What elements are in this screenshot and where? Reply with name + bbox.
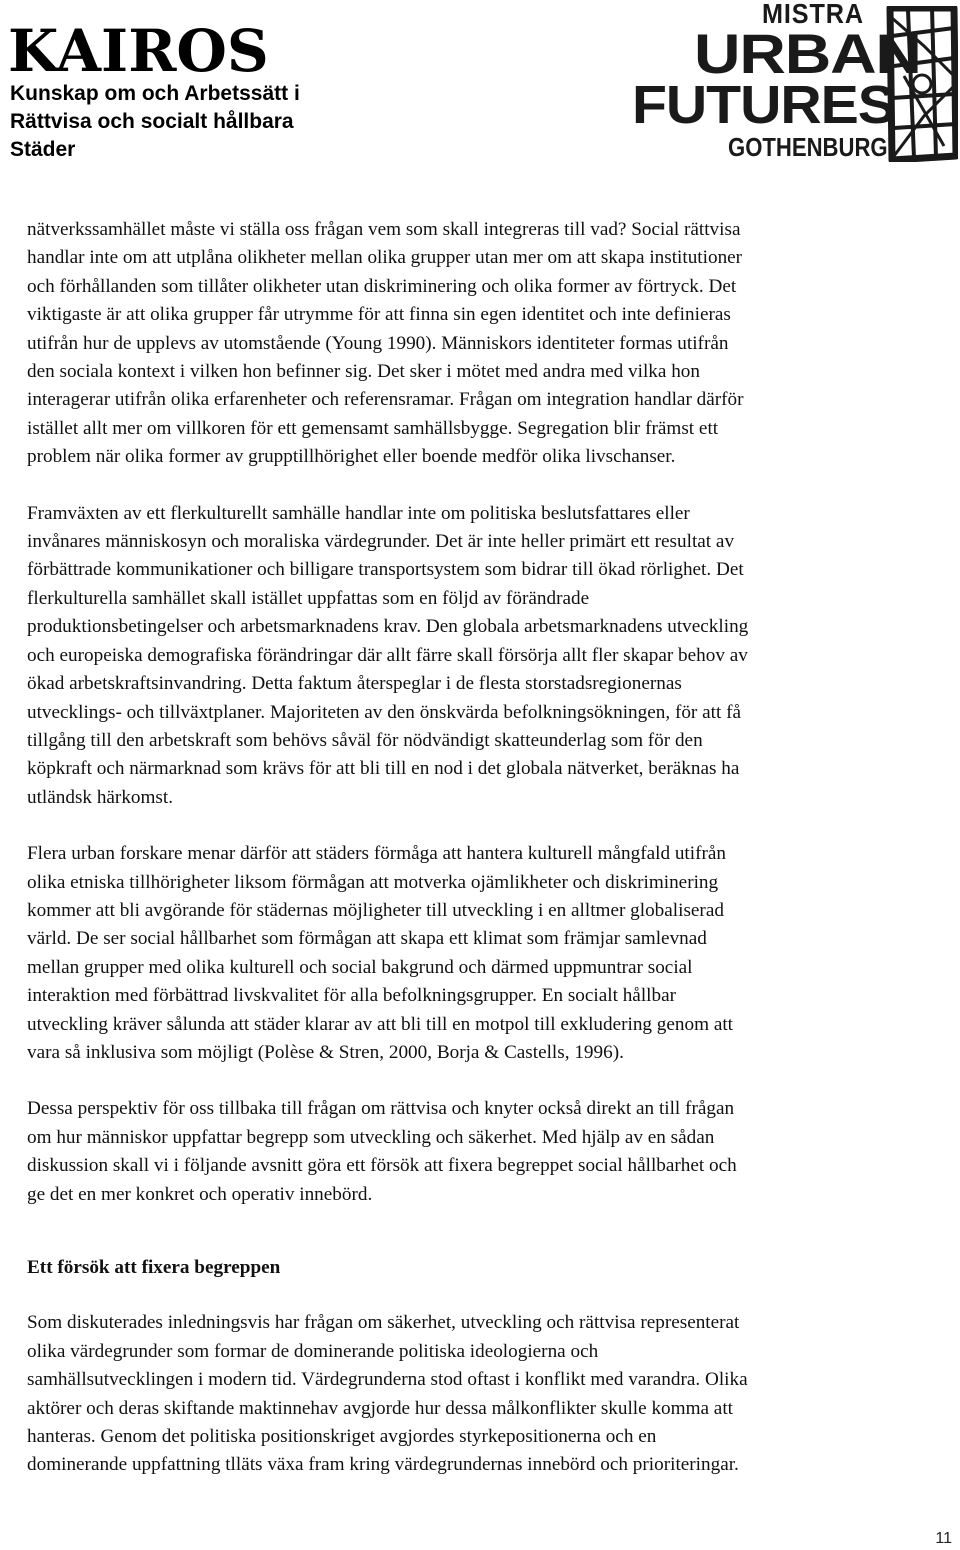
logo-line-urban: URBAN xyxy=(694,22,921,85)
page-number: 11 xyxy=(935,1530,952,1547)
paragraph: Dessa perspektiv för oss tillbaka till frågan om rättvisa och knyter också direkt an till frågan om hur människor uppfattar begrepp som utveckling och säkerhet. Med hjälp av en sådan diskussion skall vi i följande avsnitt göra ett försök att fixera begreppet social hållbarhet och ge det en mer konkret och operativ innebörd. xyxy=(27,1098,737,1205)
document-body xyxy=(27,216,957,1508)
paragraph: Som diskuterades inledningsvis har frågan om säkerhet, utveckling och rättvisa representerat olika värdegrunder som formar de dominerande politiska ideologierna och samhällsutvecklingen i modern tid. Värdegrunderna stod oftast i konflikt med varandra. Olika aktörer och deras skiftande maktinnehav avgjorde hur dessa målkonflikter skulle komma att hanteras. Genom det politiska positionskriget avgjordes styrkepositionerna och en dominerande uppfattning tlläts växa fram kring värdegrundernas innebörd och prioriteringar. xyxy=(27,1312,748,1476)
header-left xyxy=(8,17,300,164)
paragraph: nätverkssamhället måste vi ställa oss frågan vem som skall integreras till vad? Social rättvisa handlar inte om att utplåna olikheter mellan olika grupper utan mer om att skapa institutioner och förhållanden som tillåter olikheter utan diskriminering och olika former av förtryck. Det viktigaste är att olika grupper får utrymme för att finna sin egen identitet och inte definieras utifrån hur de upplevs av utomstående (Young 1990). Människors identiteter formas utifrån den sociala kontext i vilken hon befinner sig. Det sker i mötet med andra med vilka hon interagerar utifrån olika erfarenheter och referensramar. Frågan om integration handlar därför istället allt mer om villkoren för ett gemensamt samhällsbygge. Segregation blir främst ett problem när olika former av grupptillhörighet eller boende medför olika livschanser. xyxy=(27,219,744,468)
kairos-logo: KAIROS xyxy=(8,17,269,85)
tagline-line: Rättvisa och socialt hållbara xyxy=(10,110,294,133)
tagline-line: Städer xyxy=(10,138,76,161)
mistra-urban-futures-logo xyxy=(632,0,960,166)
section-heading: Ett försök att fixera begreppen xyxy=(27,1257,281,1278)
tagline-line: Kunskap om och Arbetssätt i xyxy=(10,82,300,105)
paragraph: Flera urban forskare menar därför att städers förmåga att hantera kulturell mångfald utifrån olika etniska tillhörigheter liksom förmågan att motverka ojämlikheter och diskriminering kommer att bli avgörande för städernas möjligheter till utveckling i en alltmer globaliserad värld. De ser social hållbarhet som förmågan att skapa ett klimat som främjar samlevnad mellan grupper med olika kulturell och social bakgrund och därmed uppmuntrar social interaktion med förbättrad livskvalitet för alla befolkningsgrupper. En socialt hållbar utveckling kräver sålunda att städer klarar av att bli till en motpol till exkludering genom att vara så inklusiva som möjligt (Polèse & Stren, 2000, Borja & Castells, 1996). xyxy=(27,843,734,1063)
logo-line-futures: FUTURES xyxy=(632,75,895,135)
logo-line-mistra: MISTRA xyxy=(762,0,864,29)
paragraph: Framväxten av ett flerkulturellt samhälle handlar inte om politiska beslutsfattares eller invånares människosyn och moraliska värdegrunder. Det är inte heller primärt ett resultat av förbättrade kommunikationer och billigare transportsystem som bidrar till ökad rörlighet. Det flerkulturella samhället skall istället uppfattas som en följd av förändrade produktionsbetingelser och arbetsmarknadens krav. Den globala arbetsmarknadens utveckling och europeiska demografiska förändringar där allt färre skall försörja allt fler skapar behov av ökad arbetskraftsinvandring. Detta faktum återspeglar i de flesta storstadsregionernas utvecklings- och tillväxtplaner. Majoriteten av den önskvärda befolkningsökningen, för att få tillgång till den arbetskraft som behövs såväl för nödvändigt skatteunderlag som för den köpkraft och närmarknad som krävs för att bli till en nod i det globala nätverket, beräknas ha utländsk härkomst. xyxy=(27,502,749,808)
logo-line-gothenburg: GOTHENBURG xyxy=(728,132,888,162)
city-map-icon xyxy=(884,6,958,162)
tagline xyxy=(10,80,300,164)
